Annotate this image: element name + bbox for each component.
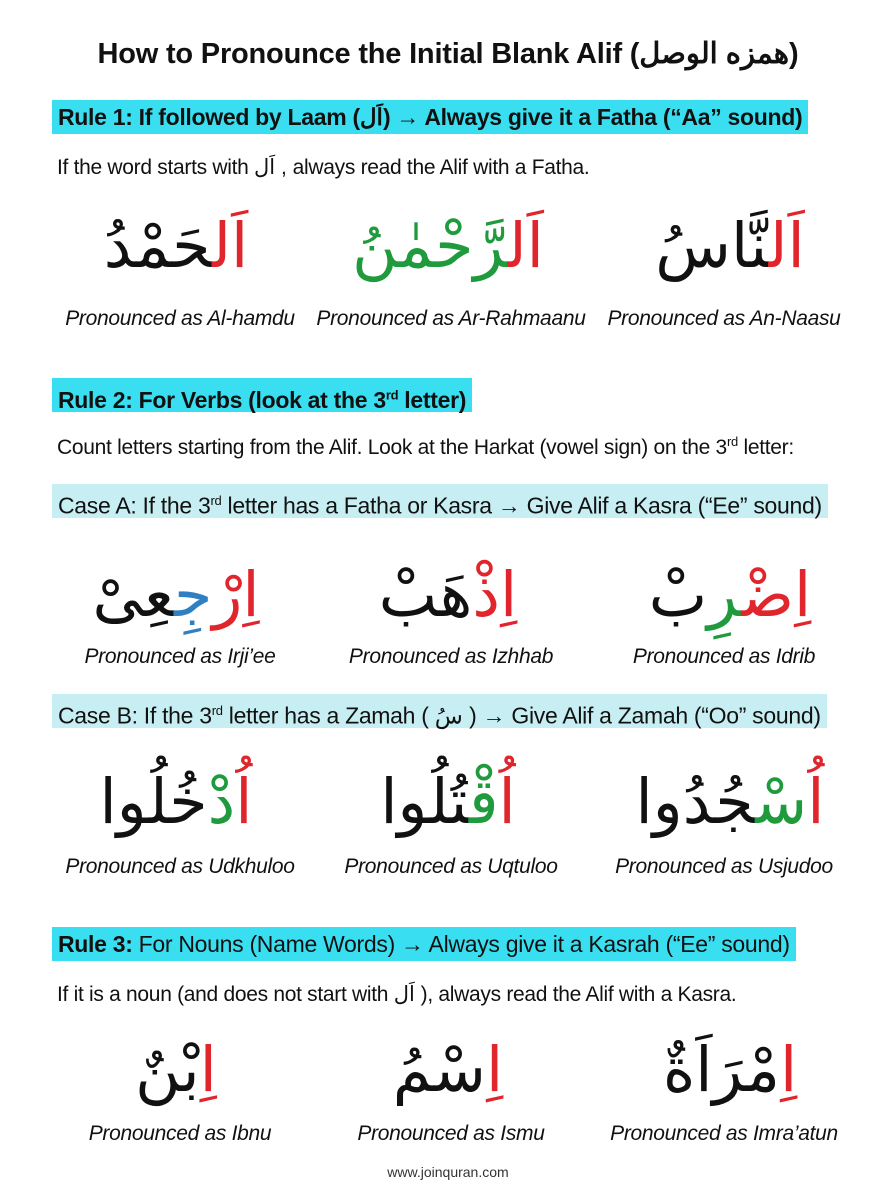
caption-arrahmaanu: Pronounced as Ar-Rahmaanu bbox=[316, 307, 586, 330]
caption-udkhuloo: Pronounced as Udkhuloo bbox=[65, 855, 295, 878]
rule2-text: Count letters starting from the Alif. Look at the Harkat (vowel sign) on the 3rd letter: bbox=[57, 434, 794, 459]
caption-ibnu: Pronounced as Ibnu bbox=[88, 1122, 272, 1145]
arabic-word-ismu: اِسْمُ bbox=[392, 1033, 504, 1106]
arabic-word-imraatun: اِمْرَاَةٌ bbox=[662, 1033, 798, 1106]
footer-url[interactable]: www.joinquran.com bbox=[387, 1164, 509, 1180]
page-title: How to Pronounce the Initial Blank Alif (همزه الوصل) bbox=[97, 38, 799, 70]
caption-idrib: Pronounced as Idrib bbox=[632, 645, 816, 668]
rule2-heading: Rule 2: For Verbs (look at the 3rd letter) bbox=[52, 378, 472, 412]
caption-ismu: Pronounced as Ismu bbox=[357, 1122, 545, 1145]
arabic-word-irjiee: اِرْجِعِیْ bbox=[92, 558, 260, 631]
rule1-text: If the word starts with اَل , always read the Alif with a Fatha. bbox=[57, 156, 590, 179]
rule1-heading: Rule 1: If followed by Laam (اَل) → Always give it a Fatha (“Aa” sound) bbox=[52, 100, 808, 134]
caption-uqtuloo: Pronounced as Uqtuloo bbox=[344, 855, 558, 878]
arabic-word-izhhab: اِذْهَبْ bbox=[378, 558, 518, 631]
arabic-word-ibnu: اِبْنٌ bbox=[135, 1033, 217, 1106]
caption-imraatun: Pronounced as Imra’atun bbox=[610, 1122, 838, 1145]
caption-usjudoo: Pronounced as Usjudoo bbox=[615, 855, 833, 878]
arabic-word-usjudoo: اُسْجُدُوا bbox=[635, 765, 825, 838]
caseA-heading: Case A: If the 3rd letter has a Fatha or Kasra → Give Alif a Kasra (“Ee” sound) bbox=[52, 484, 828, 518]
caption-izhhab: Pronounced as Izhhab bbox=[348, 645, 554, 668]
arabic-word-uqtuloo: اُقْتُلُوا bbox=[380, 765, 516, 838]
arabic-word-udkhuloo: اُدْخُلُوا bbox=[99, 765, 253, 838]
caption-annaasu: Pronounced as An-Naasu bbox=[607, 307, 841, 330]
arabic-word-alhamdu: اَلحَمْدُ bbox=[103, 209, 249, 282]
arabic-word-annaasu: اَلنَّاسُ bbox=[655, 209, 805, 282]
rule3-heading: Rule 3: For Nouns (Name Words) → Always give it a Kasrah (“Ee” sound) bbox=[52, 927, 796, 961]
arabic-word-idrib: اِضْرِبْ bbox=[648, 558, 812, 631]
caseB-heading: Case B: If the 3rd letter has a Zamah ( سُ ) → Give Alif a Zamah (“Oo” sound) bbox=[52, 694, 827, 728]
rule3-text: If it is a noun (and does not start with اَل ), always read the Alif with a Kasra. bbox=[57, 983, 737, 1006]
caption-irjiee: Pronounced as Irji’ee bbox=[84, 645, 276, 668]
arabic-word-arrahmaanu: اَلرَّحْمٰنُ bbox=[352, 209, 544, 282]
caption-alhamdu: Pronounced as Al-hamdu bbox=[65, 307, 295, 330]
